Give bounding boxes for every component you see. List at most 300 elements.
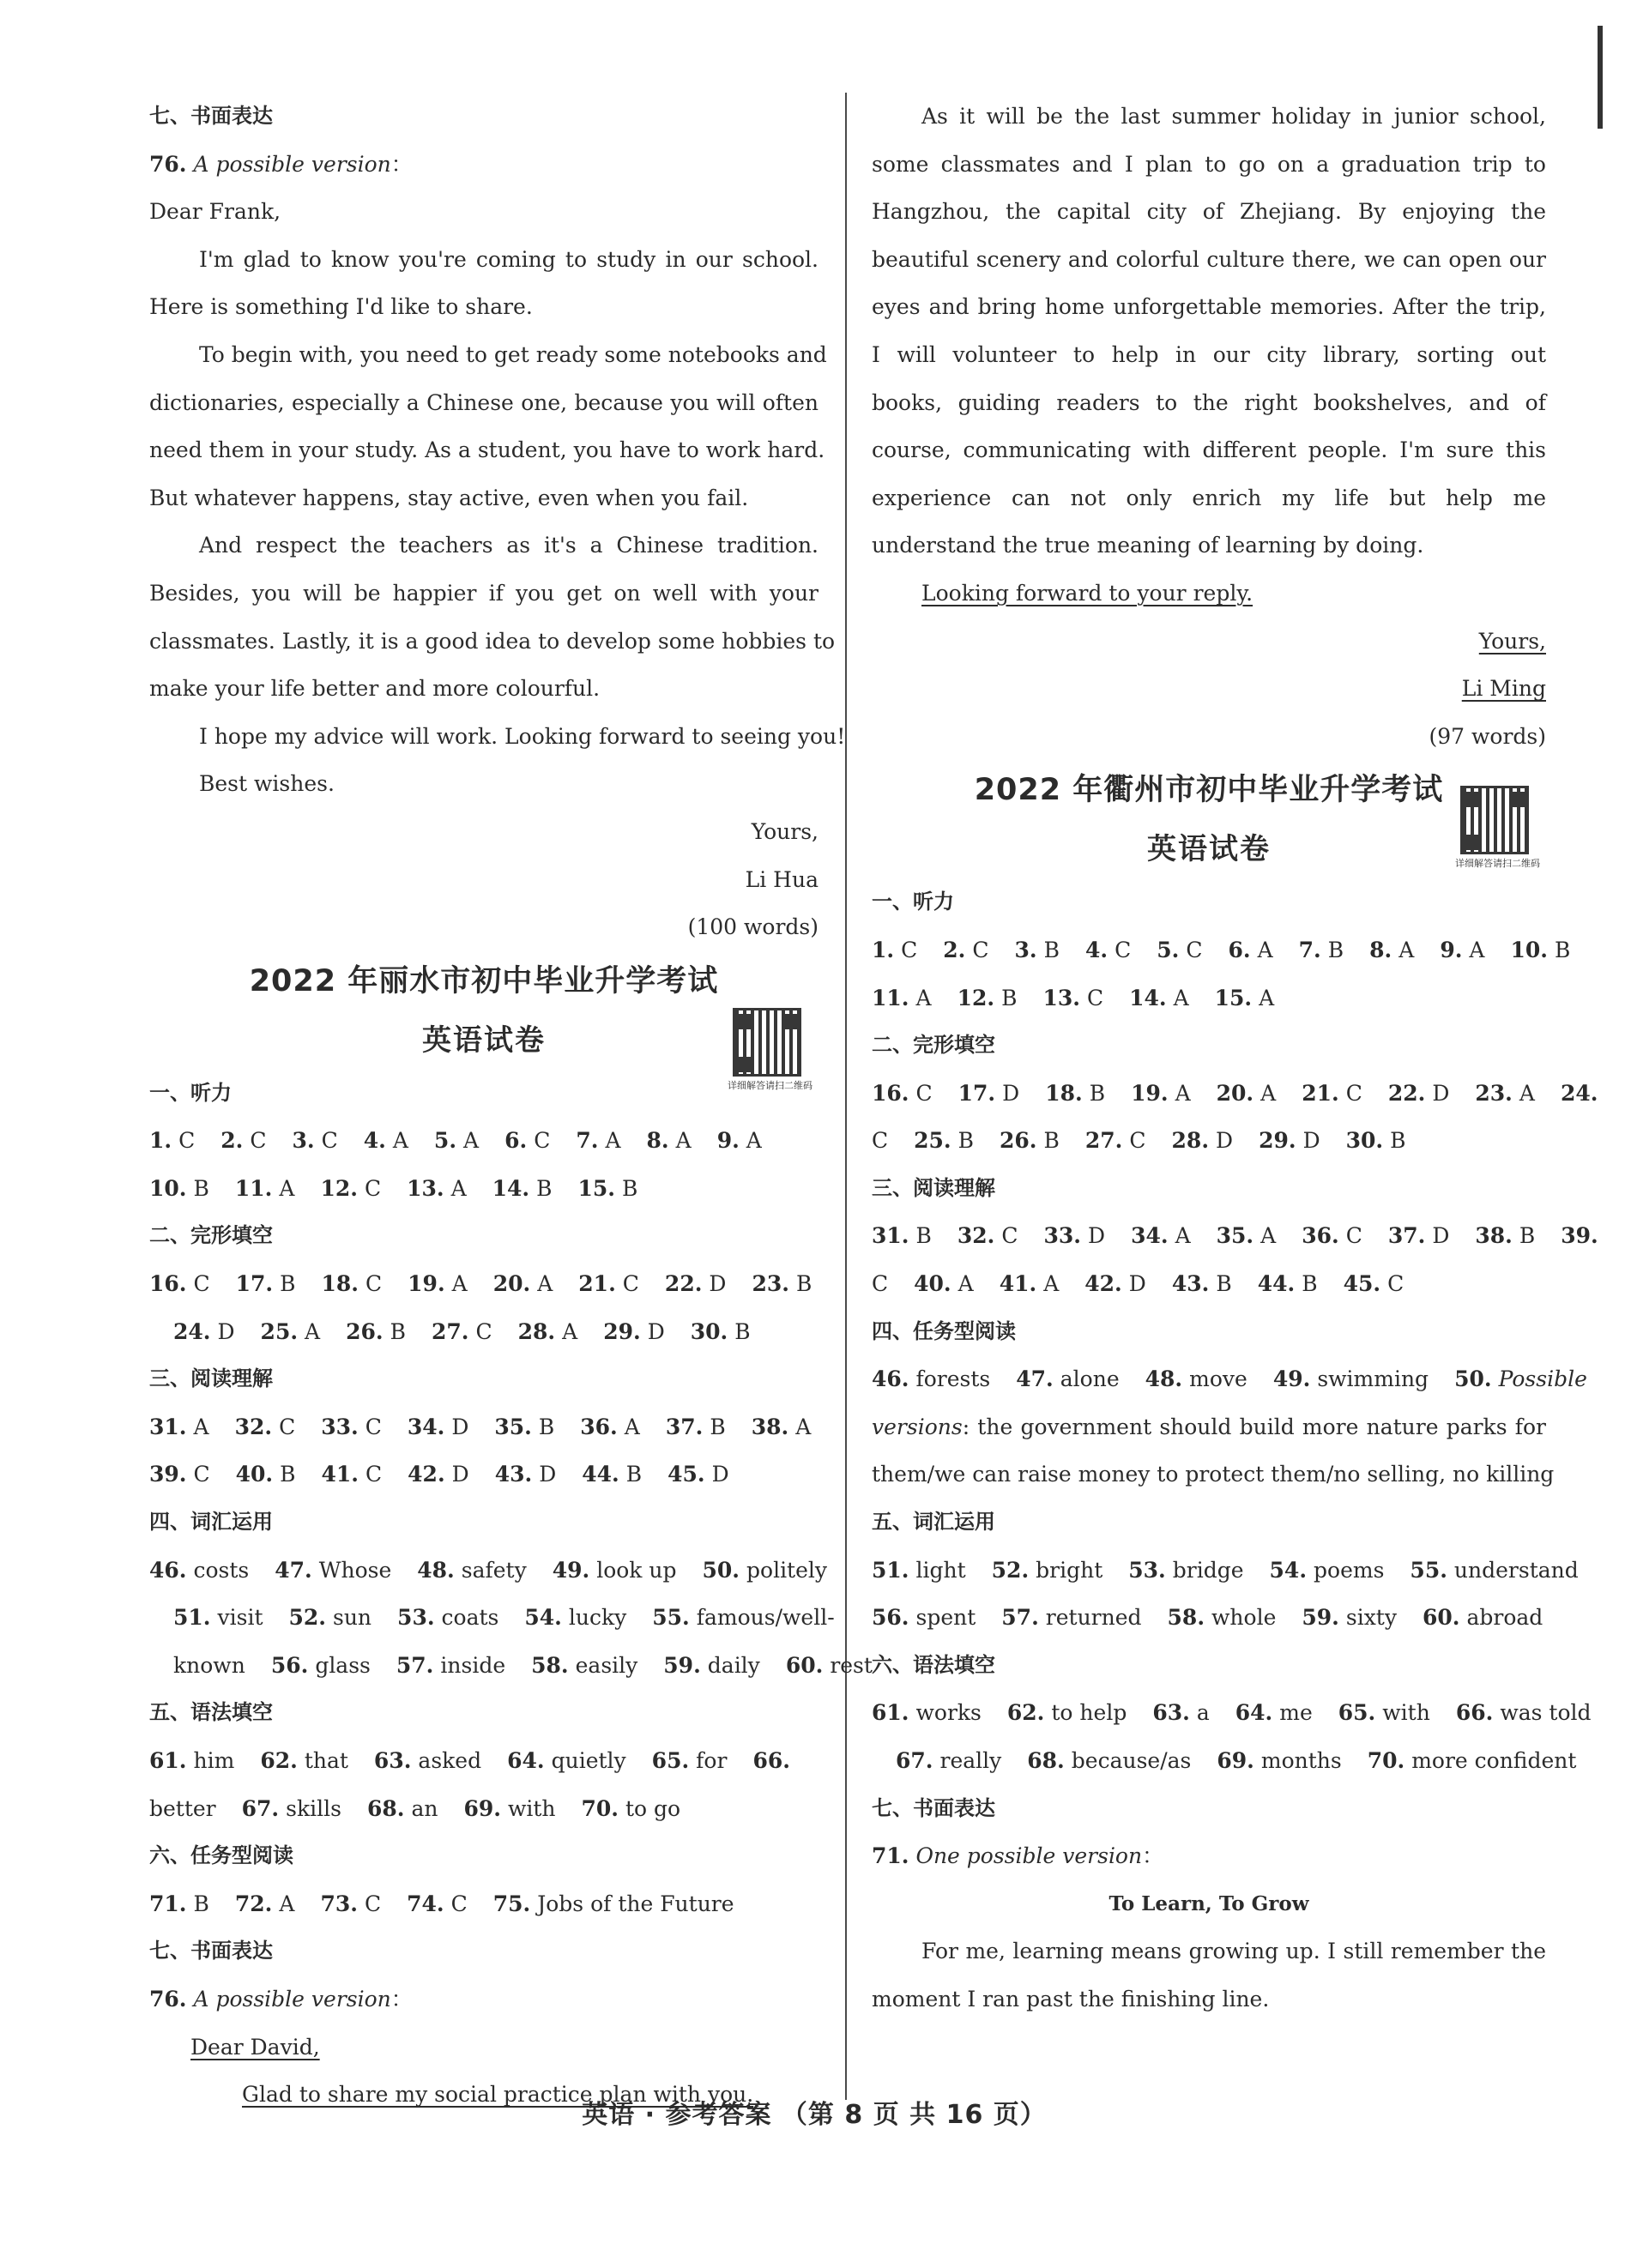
- answer-value: with: [507, 1795, 556, 1821]
- answer-value: C: [1345, 1080, 1362, 1106]
- answer-item: [149, 1403, 209, 1451]
- answer-row: [149, 1165, 819, 1213]
- answer-text: : the government should build more nature parks for: [962, 1414, 1546, 1439]
- letter-first-line: Glad to share my social practice plan with you.: [242, 2082, 754, 2108]
- answer-row: [149, 1547, 828, 1595]
- answer-item: [1369, 926, 1414, 974]
- answer-item: [275, 1547, 391, 1595]
- answer-value: D: [1432, 1223, 1450, 1249]
- answer-value: Whose: [318, 1557, 392, 1583]
- answer-number: 59.: [1302, 1605, 1339, 1631]
- answer-value: D: [1088, 1223, 1106, 1249]
- answer-item: [235, 1880, 295, 1928]
- closing-line: Looking forward to your reply.: [921, 580, 1253, 606]
- answer-number: 40.: [914, 1271, 951, 1297]
- answer-value: A: [957, 1271, 974, 1297]
- answer-item: [872, 1117, 888, 1165]
- answer-item: [434, 1117, 479, 1165]
- answer-value: B: [1043, 1128, 1060, 1154]
- answer-value: C: [193, 1462, 210, 1487]
- answer-number: 11.: [234, 1175, 273, 1201]
- column-divider: [845, 93, 847, 2100]
- answer-item: [872, 1212, 932, 1260]
- answer-item: [173, 1308, 235, 1356]
- answer-item: [1152, 1689, 1209, 1737]
- answer-item: [1344, 1260, 1404, 1308]
- answer-item: [1001, 1594, 1141, 1642]
- answer-number: 26.: [346, 1318, 384, 1344]
- answer-value: B: [1001, 985, 1018, 1010]
- answer-number: 49.: [552, 1557, 590, 1583]
- answer-number: 29.: [603, 1318, 641, 1344]
- answer-value: B: [193, 1891, 209, 1916]
- answer-number: 13.: [407, 1175, 444, 1201]
- answer-item: [1044, 1212, 1106, 1260]
- answer-item: [752, 1403, 812, 1451]
- answer-number: 50.: [702, 1557, 740, 1583]
- answer-item: [580, 1403, 640, 1451]
- answer-item: [582, 1451, 642, 1499]
- answer-row: [872, 1355, 1587, 1403]
- section-heading: 六、任务型阅读: [149, 1843, 293, 1868]
- colon: ：: [390, 1986, 413, 2012]
- answer-value: A: [746, 1128, 762, 1154]
- letter-greeting: Dear Frank,: [149, 199, 281, 225]
- answer-number: 2.: [943, 937, 966, 962]
- answer-value: C: [365, 1271, 383, 1297]
- answer-value: B: [280, 1271, 296, 1297]
- qr-code-icon: [733, 1008, 801, 1077]
- question-number: 76.: [149, 1986, 187, 2012]
- answer-number: 36.: [1302, 1223, 1339, 1249]
- answer-row: [149, 1880, 819, 1928]
- answer-item: [518, 1308, 578, 1356]
- answer-item: [408, 1403, 469, 1451]
- exam-heading-quzhou: [872, 760, 1546, 878]
- answer-number: 21.: [1302, 1080, 1339, 1106]
- answer-item: [1561, 1070, 1605, 1118]
- answer-item: [1259, 1117, 1320, 1165]
- section-heading: 一、听力: [872, 890, 954, 914]
- answer-value: A: [605, 1128, 621, 1154]
- answer-number: 66.: [1455, 1700, 1494, 1726]
- answer-item: [1346, 1117, 1406, 1165]
- answer-number: 35.: [1216, 1223, 1254, 1249]
- answer-value: C: [872, 1128, 889, 1154]
- answer-value: D: [1216, 1128, 1234, 1154]
- answer-item: [1217, 1737, 1341, 1785]
- answer-item: [149, 1165, 209, 1213]
- letter-line: As it will be the last summer holiday in junior school,: [921, 104, 1546, 129]
- answer-number: 70.: [581, 1795, 619, 1821]
- answer-value: B: [915, 1223, 932, 1249]
- exam-title: 2022 年丽水市初中毕业升学考试: [249, 963, 719, 998]
- answer-number: 47.: [1016, 1366, 1054, 1392]
- answer-item: [1217, 1212, 1277, 1260]
- answer-value: because/as: [1071, 1748, 1192, 1773]
- answer-number: 57.: [396, 1652, 434, 1678]
- answer-number: 18.: [321, 1271, 359, 1297]
- answer-number: 17.: [957, 1080, 996, 1106]
- answer-item: [1454, 1355, 1587, 1403]
- exam-title: 2022 年衢州市初中毕业升学考试: [974, 773, 1444, 808]
- letter-line: I will volunteer to help in our city library, sorting out: [872, 341, 1546, 367]
- answer-item: [668, 1451, 729, 1499]
- answer-item: [1338, 1689, 1430, 1737]
- answer-number: 19.: [408, 1271, 445, 1297]
- answer-item: [1299, 926, 1344, 974]
- answer-value: A: [675, 1128, 692, 1154]
- letter-line: experience can not only enrich my life but help me: [872, 485, 1546, 510]
- answer-number: 56.: [270, 1652, 309, 1678]
- answer-item: [493, 1260, 553, 1308]
- answer-item: [1302, 1594, 1397, 1642]
- answer-number: 33.: [1043, 1223, 1082, 1249]
- answer-number: 42.: [408, 1462, 445, 1487]
- answer-item: [1172, 1260, 1232, 1308]
- letter-line: classmates. Lastly, it is a good idea to develop some hobbies to: [149, 628, 836, 654]
- answer-number: 17.: [235, 1271, 274, 1297]
- letter-line: Best wishes.: [199, 771, 335, 797]
- answer-item: [1085, 1117, 1146, 1165]
- answer-item: [495, 1451, 557, 1499]
- answer-item: [1302, 1212, 1362, 1260]
- answer-number: 24.: [1560, 1080, 1598, 1106]
- answer-value: easily: [575, 1652, 638, 1678]
- answer-value: D: [647, 1318, 665, 1344]
- letter-line: [872, 570, 1546, 618]
- answer-item: [603, 1308, 665, 1356]
- answer-item: [1510, 926, 1570, 974]
- answer-value: understand: [1453, 1557, 1579, 1583]
- answer-number: 46.: [149, 1557, 187, 1583]
- answer-row: [149, 1308, 819, 1356]
- answer-value: light: [915, 1557, 966, 1583]
- answer-number: 60.: [785, 1652, 824, 1678]
- answer-value: C: [901, 937, 918, 962]
- answer-item: [322, 1260, 383, 1308]
- answer-item: [1128, 1547, 1243, 1595]
- answer-row: [149, 1785, 819, 1833]
- answer-value: B: [390, 1318, 406, 1344]
- answer-number: 38.: [1475, 1223, 1513, 1249]
- answer-item: [1027, 1737, 1191, 1785]
- closing-text: Yours,: [1478, 628, 1546, 654]
- answer-item: [943, 926, 988, 974]
- answer-number: 45.: [1343, 1271, 1381, 1297]
- right-column: [872, 93, 1598, 2024]
- answer-value: safety: [461, 1557, 527, 1583]
- answer-value: abroad: [1466, 1605, 1543, 1631]
- answer-number: 31.: [872, 1223, 909, 1249]
- answer-row: [149, 1260, 819, 1308]
- answer-item: [364, 1117, 408, 1165]
- answer-number: 45.: [668, 1462, 705, 1487]
- answer-item: [578, 1165, 638, 1213]
- answer-value: A: [392, 1128, 408, 1154]
- letter-greeting: [149, 2024, 819, 2072]
- answer-value: months: [1260, 1748, 1342, 1773]
- letter-line: make your life better and more colourful.: [149, 676, 601, 702]
- answer-value: D: [1128, 1271, 1146, 1297]
- answer-item: [463, 1785, 555, 1833]
- answer-number: 41.: [999, 1271, 1037, 1297]
- answer-item: [652, 1594, 834, 1642]
- answer-number: 5.: [433, 1128, 457, 1154]
- answer-number: 23.: [752, 1271, 789, 1297]
- answer-number: 62.: [1006, 1700, 1045, 1726]
- answer-value: was told: [1500, 1700, 1592, 1726]
- answer-item: [271, 1642, 371, 1690]
- answer-number: 51.: [872, 1557, 909, 1583]
- answer-number: 15.: [1214, 985, 1253, 1010]
- version-label: Possible: [1498, 1366, 1587, 1392]
- answer-row: [149, 1737, 819, 1785]
- answer-number: 39.: [1561, 1223, 1598, 1249]
- answer-value: A: [1260, 1080, 1277, 1106]
- answer-value: skills: [286, 1795, 341, 1821]
- answer-value: A: [1173, 985, 1189, 1010]
- answer-number: 37.: [1387, 1223, 1426, 1249]
- qr-code: [1455, 786, 1540, 871]
- answer-item: [1000, 1260, 1060, 1308]
- answer-item: [173, 1594, 263, 1642]
- answer-number: 32.: [234, 1414, 273, 1439]
- answer-number: 62.: [260, 1748, 298, 1773]
- answer-number: 63.: [1152, 1700, 1190, 1726]
- answer-value: famous/well-: [696, 1605, 835, 1631]
- version-label: A possible version: [193, 151, 391, 177]
- answer-value: C: [1387, 1271, 1404, 1297]
- left-column: [149, 93, 873, 2119]
- section-heading: 二、完形填空: [149, 1223, 273, 1248]
- answer-number: 65.: [1338, 1700, 1376, 1726]
- letter-line: I'm glad to know you're coming to study in our school.: [199, 246, 819, 272]
- answer-row: them/we can raise money to protect them/no selling, no killing: [872, 1462, 1555, 1487]
- answer-value: A: [1175, 1223, 1191, 1249]
- answer-number: 1.: [872, 937, 895, 962]
- answer-number: 43.: [1171, 1271, 1210, 1297]
- essay-line: For me, learning means growing up. I still remember the: [921, 1939, 1546, 1964]
- answer-item: [396, 1642, 505, 1690]
- answer-item: [1129, 974, 1189, 1022]
- answer-number: 10.: [149, 1175, 187, 1201]
- answer-value: A: [1469, 937, 1485, 962]
- answer-item: [914, 1117, 974, 1165]
- section-heading: 四、任务型阅读: [872, 1318, 1016, 1343]
- answer-item: [1217, 1070, 1277, 1118]
- letter-line: need them in your study. As a student, you have to work hard.: [149, 437, 825, 463]
- answer-number: 54.: [524, 1605, 562, 1631]
- answer-value: B: [1089, 1080, 1106, 1106]
- answer-value: B: [1554, 937, 1571, 962]
- section-heading: 一、听力: [149, 1080, 232, 1105]
- answer-item: [914, 1260, 974, 1308]
- qr-caption: 详细解答请扫二维码: [1455, 858, 1540, 870]
- exam-subtitle: 英语试卷: [422, 1022, 546, 1058]
- answer-number: 25.: [260, 1318, 299, 1344]
- answer-value: lucky: [568, 1605, 627, 1631]
- answer-number: 24.: [173, 1318, 211, 1344]
- answer-row: [872, 1403, 1546, 1451]
- answer-value: better: [149, 1795, 216, 1821]
- answer-number: 37.: [665, 1414, 704, 1439]
- answer-number: 7.: [576, 1128, 599, 1154]
- letter-line: Hangzhou, the capital city of Zhejiang. By enjoying the: [872, 199, 1546, 225]
- word-count: (97 words): [1429, 723, 1546, 749]
- answer-row: [149, 1594, 835, 1642]
- answer-value: B: [193, 1175, 209, 1201]
- answer-value: B: [1327, 937, 1344, 962]
- answer-item: [408, 1451, 469, 1499]
- answer-number: 75.: [492, 1891, 531, 1916]
- answer-value: A: [1175, 1080, 1191, 1106]
- answer-item: [149, 1117, 195, 1165]
- qr-code-icon: [1460, 786, 1529, 854]
- answer-item: [322, 1451, 383, 1499]
- answer-item: [896, 1737, 1001, 1785]
- answer-value: sixty: [1345, 1605, 1397, 1631]
- answer-number: 61.: [872, 1700, 909, 1726]
- answer-item: [1172, 1117, 1234, 1165]
- answer-number: 36.: [580, 1414, 618, 1439]
- answer-number: 51.: [173, 1605, 211, 1631]
- answer-item: [1258, 1260, 1318, 1308]
- answer-number: 25.: [914, 1128, 951, 1154]
- answer-number: 66.: [752, 1748, 790, 1773]
- answer-item: [582, 1785, 681, 1833]
- answer-value: rest: [830, 1652, 873, 1678]
- answer-number: 58.: [1167, 1605, 1205, 1631]
- answer-value: A: [795, 1414, 812, 1439]
- answer-value: C: [279, 1414, 296, 1439]
- answer-item: [1302, 1070, 1362, 1118]
- answer-row: [872, 1689, 1592, 1737]
- answer-value: bright: [1036, 1557, 1103, 1583]
- answer-value: for: [696, 1748, 728, 1773]
- answer-number: 63.: [373, 1748, 412, 1773]
- writing-version-line: [149, 141, 819, 189]
- answer-number: 53.: [1128, 1557, 1166, 1583]
- answer-item: [397, 1594, 498, 1642]
- answer-value: spent: [915, 1605, 976, 1631]
- answer-item: [1270, 1547, 1385, 1595]
- answer-number: 74.: [407, 1891, 444, 1916]
- answer-number: 7.: [1298, 937, 1321, 962]
- answer-item: [407, 1880, 468, 1928]
- answer-number: 14.: [1129, 985, 1167, 1010]
- answer-number: 20.: [1216, 1080, 1254, 1106]
- answer-value: D: [711, 1462, 729, 1487]
- answer-number: 2.: [220, 1128, 244, 1154]
- letter-line: course, communicating with different people. I'm sure this: [872, 437, 1546, 463]
- answer-value: to help: [1051, 1700, 1127, 1726]
- answer-value: C: [364, 1175, 382, 1201]
- word-count: (100 words): [687, 914, 819, 940]
- letter-line: books, guiding readers to the right bookshelves, and of: [872, 389, 1546, 415]
- letter-line: understand the true meaning of learning by doing.: [872, 533, 1424, 558]
- section-heading: 三、阅读理解: [149, 1366, 273, 1391]
- answer-row: [872, 1260, 1546, 1308]
- answer-value: A: [1259, 985, 1275, 1010]
- answer-value: politely: [746, 1557, 828, 1583]
- letter-line: I hope my advice will work. Looking forward to seeing you!: [199, 723, 846, 749]
- answer-item: [647, 1117, 692, 1165]
- letter-signature: Li Hua: [745, 866, 819, 892]
- answer-item: [507, 1737, 626, 1785]
- answer-value: C: [1129, 1128, 1146, 1154]
- answer-value: inside: [440, 1652, 506, 1678]
- answer-value: an: [411, 1795, 438, 1821]
- colon: ：: [1142, 1843, 1164, 1869]
- answer-value: quietly: [551, 1748, 626, 1773]
- answer-item: [872, 1594, 976, 1642]
- colon: ：: [390, 151, 413, 177]
- answer-number: 44.: [1257, 1271, 1296, 1297]
- answer-row: [872, 1547, 1579, 1595]
- letter-line: Besides, you will be happier if you get on well with your: [149, 580, 819, 606]
- answer-value: C: [872, 1271, 889, 1297]
- answer-value: D: [1002, 1080, 1020, 1106]
- answer-row: [872, 1594, 1546, 1642]
- answer-number: 48.: [1145, 1366, 1183, 1392]
- answer-value: C: [1115, 937, 1132, 962]
- answer-number: 21.: [578, 1271, 616, 1297]
- answer-number: 41.: [321, 1462, 359, 1487]
- answer-value: C: [972, 937, 989, 962]
- answer-item: [1273, 1355, 1429, 1403]
- exam-heading-lishui: [149, 951, 819, 1091]
- answer-value: C: [250, 1128, 267, 1154]
- answer-item: [1475, 1070, 1535, 1118]
- answer-number: 69.: [1217, 1748, 1254, 1773]
- answer-number: 28.: [1171, 1128, 1210, 1154]
- answer-value: A: [915, 985, 932, 1010]
- answer-number: 52.: [288, 1605, 326, 1631]
- answer-item: [407, 1165, 467, 1213]
- letter-closing: [872, 618, 1546, 666]
- answer-value: with: [1382, 1700, 1430, 1726]
- answer-value: B: [795, 1271, 812, 1297]
- answer-row: [872, 1212, 1598, 1260]
- answer-value: B: [536, 1175, 553, 1201]
- answer-value: C: [450, 1891, 468, 1916]
- answer-number: 69.: [463, 1795, 501, 1821]
- answer-value: returned: [1045, 1605, 1142, 1631]
- answer-row: [872, 1117, 1546, 1165]
- section-heading: 七、书面表达: [149, 1939, 273, 1963]
- essay-title: To Learn, To Grow: [1108, 1891, 1309, 1915]
- answer-number: 11.: [872, 985, 909, 1010]
- answer-item: [752, 1260, 812, 1308]
- answer-row: [872, 926, 1571, 974]
- version-label: One possible version: [915, 1843, 1143, 1869]
- answer-number: 57.: [1001, 1605, 1039, 1631]
- answer-value: A: [451, 1271, 468, 1297]
- answer-value: C: [365, 1462, 383, 1487]
- answer-value: me: [1279, 1700, 1313, 1726]
- answer-item: [321, 1403, 382, 1451]
- answer-item: [531, 1642, 637, 1690]
- answer-value: A: [562, 1318, 578, 1344]
- page-footer: 英语 · 参考答案 （第 8 页 共 16 页）: [582, 2100, 1047, 2130]
- answer-number: 28.: [517, 1318, 556, 1344]
- answer-item: [1235, 1689, 1313, 1737]
- answer-number: 68.: [1027, 1748, 1065, 1773]
- answer-item: [504, 1117, 550, 1165]
- answer-number: 72.: [234, 1891, 273, 1916]
- answer-value: A: [1398, 937, 1415, 962]
